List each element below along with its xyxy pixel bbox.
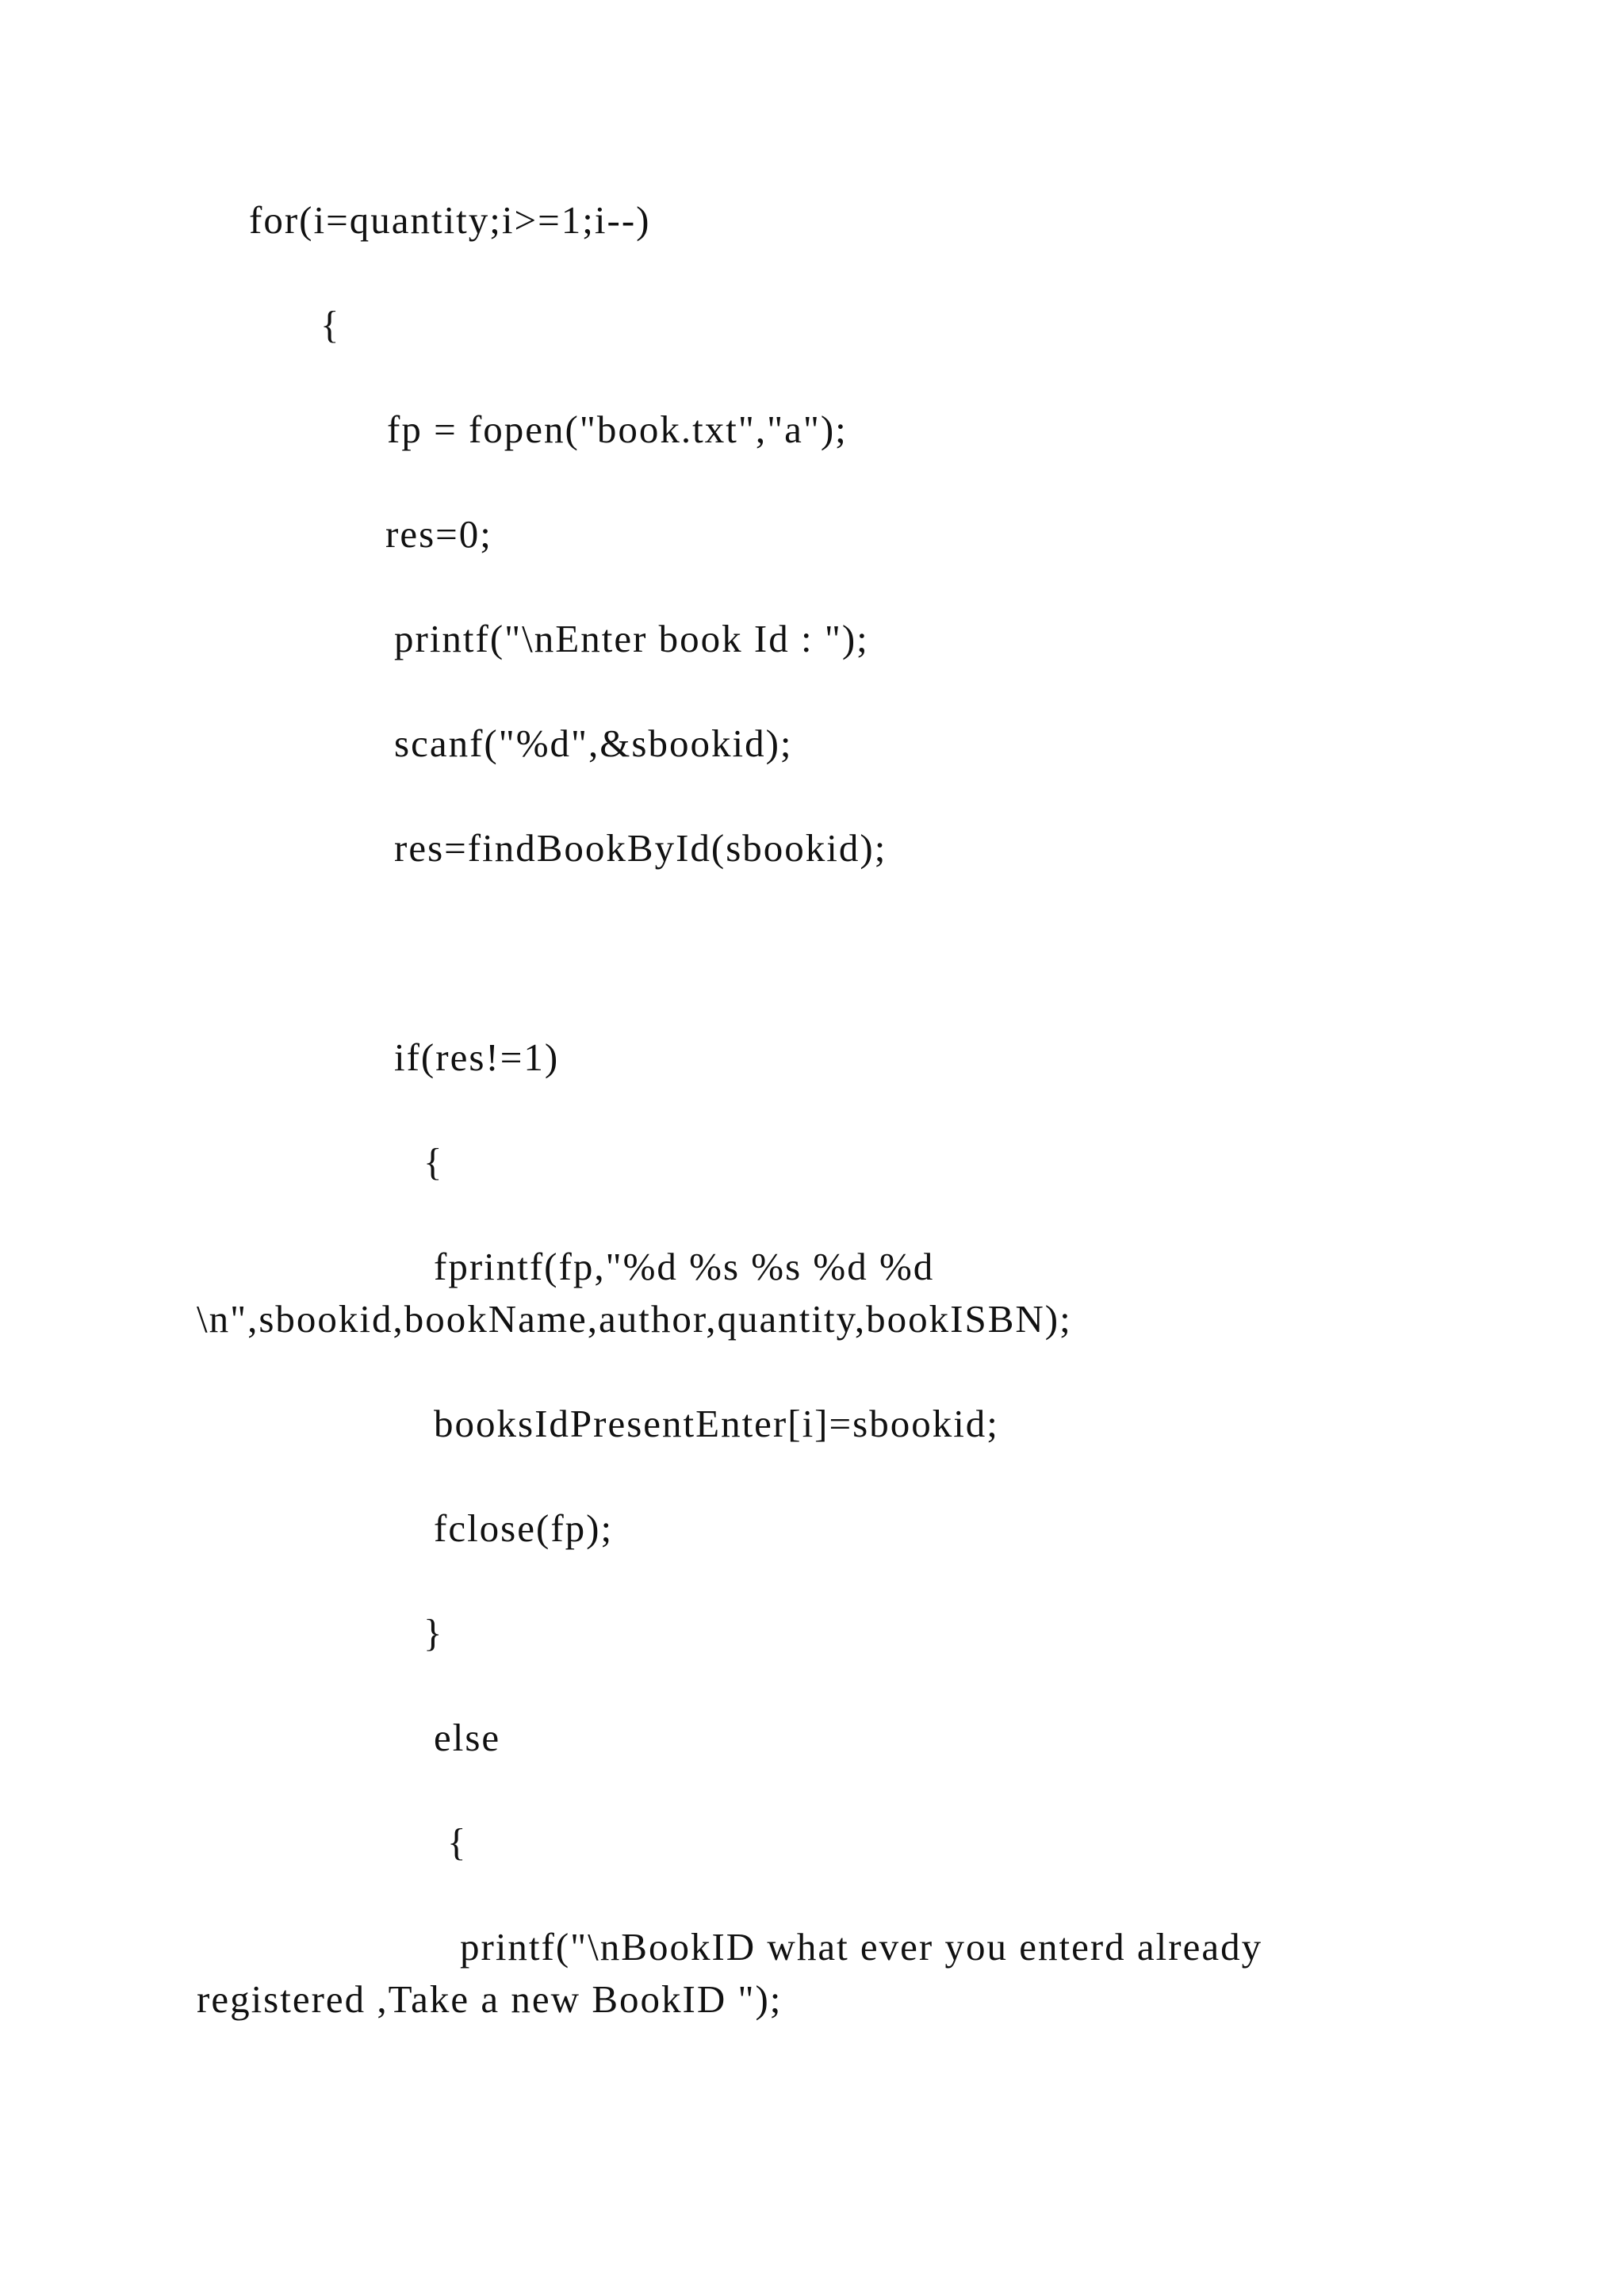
code-line-if-open-brace: {	[423, 1140, 444, 1184]
code-line-books-array: booksIdPresentEnter[i]=sbookid;	[434, 1402, 999, 1445]
code-line-if-close-brace: }	[423, 1611, 444, 1655]
code-line-printf-already-cont: registered ,Take a new BookID ");	[197, 1977, 783, 2021]
code-line-for-loop: for(i=quantity;i>=1;i--)	[249, 198, 651, 242]
code-line-res-reset: res=0;	[385, 512, 492, 556]
code-line-else: else	[434, 1716, 501, 1759]
code-line-open-brace: {	[320, 303, 341, 346]
code-line-printf-already: printf("\nBookID what ever you enterd already	[460, 1925, 1263, 1969]
code-line-fclose: fclose(fp);	[434, 1506, 614, 1550]
code-line-find-book: res=findBookById(sbookid);	[394, 826, 887, 870]
code-line-else-open-brace: {	[447, 1820, 468, 1864]
code-line-fprintf-cont: \n",sbookid,bookName,author,quantity,bookISBN);	[197, 1297, 1072, 1341]
code-line-if: if(res!=1)	[394, 1035, 560, 1079]
code-line-scanf: scanf("%d",&sbookid);	[394, 721, 793, 765]
code-line-fopen: fp = fopen("book.txt","a");	[387, 408, 848, 451]
code-line-fprintf: fprintf(fp,"%d %s %s %d %d	[434, 1245, 935, 1288]
code-line-printf-enter-id: printf("\nEnter book Id : ");	[394, 617, 869, 660]
